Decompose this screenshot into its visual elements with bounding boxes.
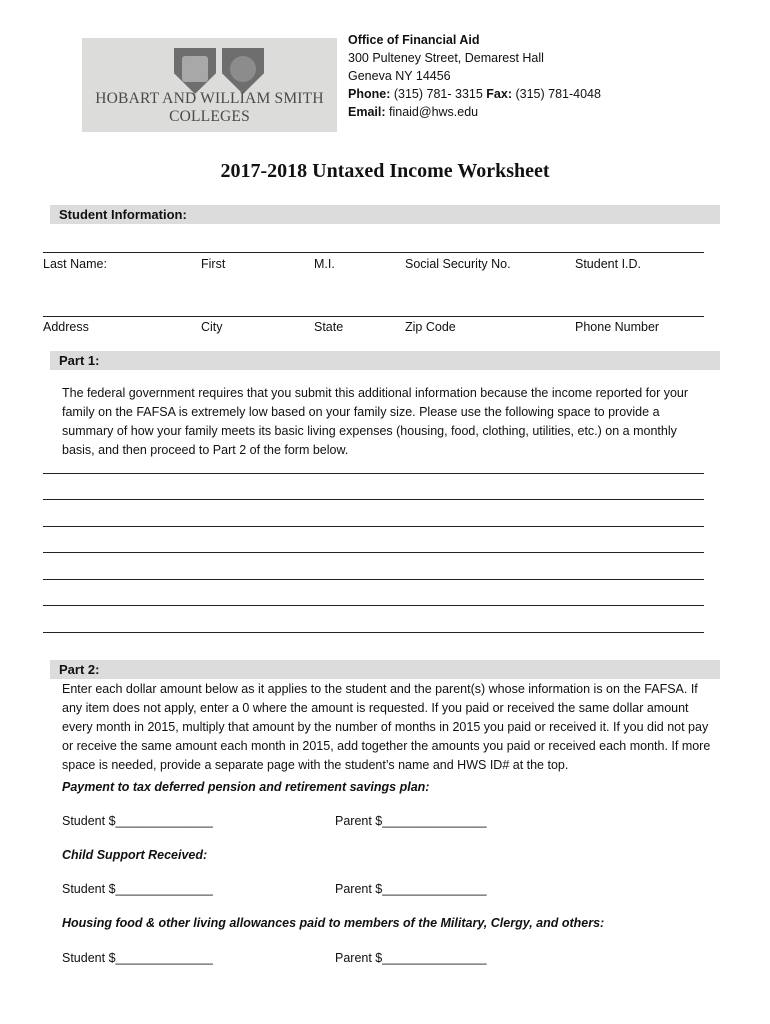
fax-number: (315) 781-4048 xyxy=(515,87,601,101)
part1-instructions: The federal government requires that you submit this additional information because the income reported for your family on the FAFSA is extremely low based on your family size. Please use the following space to provide a summary of how your family meets its basic living expenses (housing, food, clothing, utilities, etc.) on a monthly basis, and then proceed to Part 2 of the form below. xyxy=(62,386,689,457)
pension-parent-amount-field[interactable]: Parent $_______________ xyxy=(335,814,487,828)
email-line xyxy=(348,103,601,121)
housing-allowance-section-title: Housing food & other living allowances paid to members of the Military, Clergy, and others: xyxy=(62,916,605,930)
student-address-field-line[interactable] xyxy=(43,316,704,317)
part1-answer-line[interactable] xyxy=(43,605,704,606)
part1-answer-line[interactable] xyxy=(43,552,704,553)
hobart-shield-icon xyxy=(174,48,216,94)
part1-answer-line[interactable] xyxy=(43,526,704,527)
logo-name-line2: COLLEGES xyxy=(169,108,250,125)
phone-number-label: Phone Number xyxy=(575,320,660,334)
phone-number: (315) 781- 3315 xyxy=(393,87,483,101)
part1-answer-line[interactable] xyxy=(43,579,704,580)
address-line2: Geneva NY 14456 xyxy=(348,69,451,83)
ssn-label: Social Security No. xyxy=(405,257,511,271)
phone-label: Phone: xyxy=(348,87,391,101)
part1-answer-line[interactable] xyxy=(43,499,704,500)
last-name-label: Last Name: xyxy=(43,257,107,271)
student-name-field-line[interactable] xyxy=(43,252,704,253)
page-title: 2017-2018 Untaxed Income Worksheet xyxy=(220,160,550,182)
child-support-student-amount-field[interactable]: Student $______________ xyxy=(62,882,213,896)
logo-name-line1: HOBART AND WILLIAM SMITH xyxy=(95,90,324,107)
zip-code-label: Zip Code xyxy=(405,320,456,334)
city-label: City xyxy=(201,320,223,334)
first-name-label: First xyxy=(201,257,226,271)
part1-heading: Part 1: xyxy=(50,351,720,370)
address-label: Address xyxy=(43,320,89,334)
student-id-label: Student I.D. xyxy=(575,257,642,271)
child-support-parent-amount-field[interactable]: Parent $_______________ xyxy=(335,882,487,896)
child-support-section-title: Child Support Received: xyxy=(62,848,208,862)
middle-initial-label: M.I. xyxy=(314,257,335,271)
address-line1: 300 Pulteney Street, Demarest Hall xyxy=(348,51,544,65)
contact-block xyxy=(348,31,601,121)
part1-answer-line[interactable] xyxy=(43,473,704,474)
part1-answer-line[interactable] xyxy=(43,632,704,633)
part2-instructions: Enter each dollar amount below as it applies to the student and the parent(s) whose information is on the FAFSA. If any item does not apply, enter a 0 where the amount is requested. If you paid or received the same dollar amount every month in 2015, multiply that amount by the number of months in 2015 you paid or received it. If you did not pay or receive the same amount each month in 2015, add together the amounts you paid or received each month. If more space is needed, provide a separate page with the student’s name and HWS ID# at the top. xyxy=(62,682,711,772)
housing-student-amount-field[interactable]: Student $______________ xyxy=(62,951,213,965)
william-smith-shield-icon xyxy=(222,48,264,94)
office-name: Office of Financial Aid xyxy=(348,33,480,47)
pension-section-title: Payment to tax deferred pension and retirement savings plan: xyxy=(62,780,430,794)
housing-parent-amount-field[interactable]: Parent $_______________ xyxy=(335,951,487,965)
part2-heading: Part 2: xyxy=(50,660,720,679)
fax-label: Fax: xyxy=(486,87,512,101)
email-label: Email: xyxy=(348,105,386,119)
state-label: State xyxy=(314,320,344,334)
pension-student-amount-field[interactable]: Student $______________ xyxy=(62,814,213,828)
phone-fax-line xyxy=(348,85,601,103)
student-info-heading: Student Information: xyxy=(50,205,720,224)
college-logo xyxy=(82,38,337,132)
email-address: finaid@hws.edu xyxy=(389,105,479,119)
